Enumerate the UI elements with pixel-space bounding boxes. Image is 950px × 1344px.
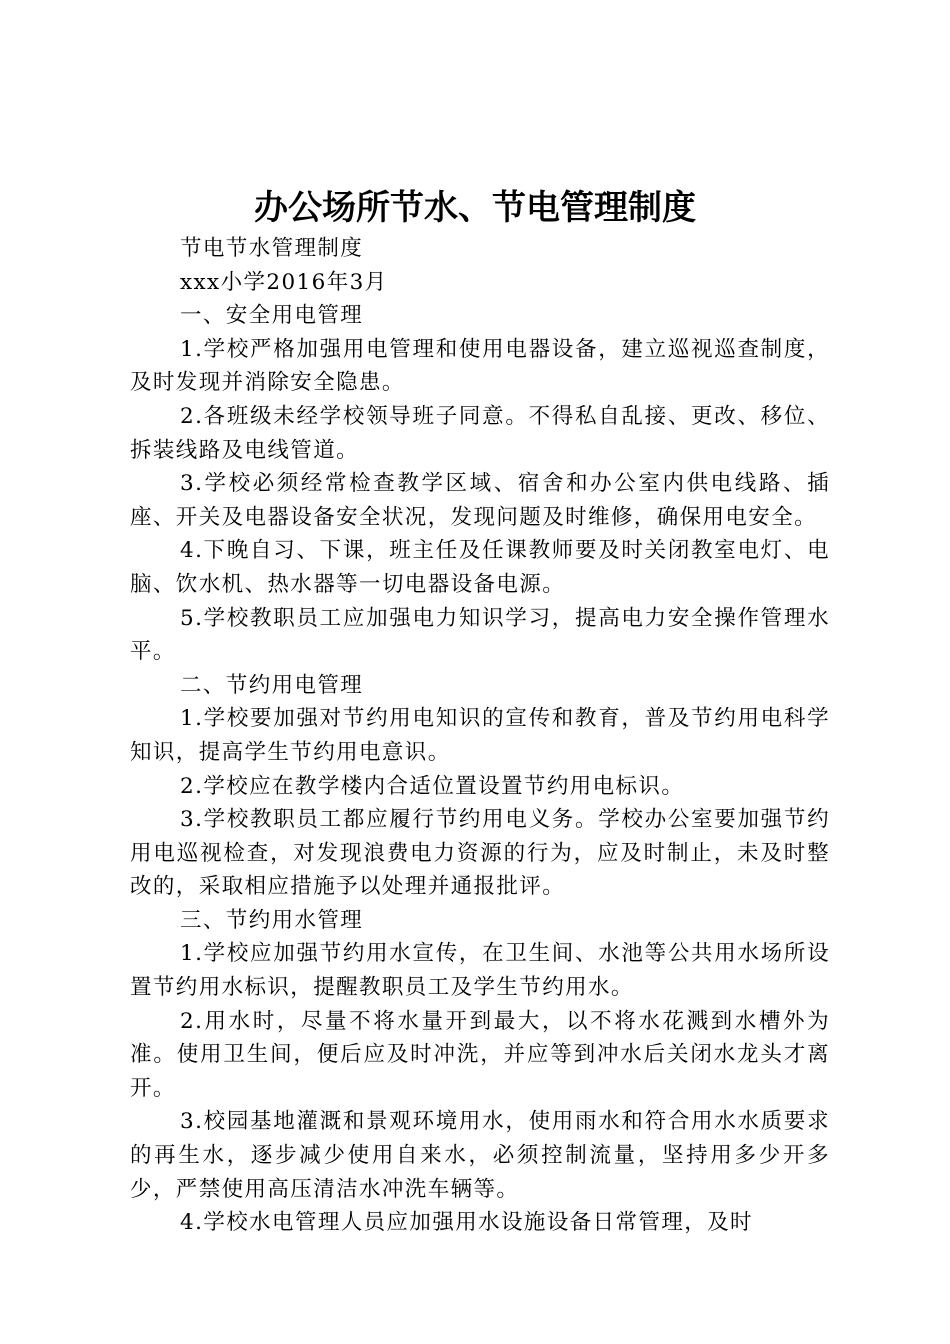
paragraph: 5.学校教职员工应加强电力知识学习，提高电力安全操作管理水平。 <box>130 605 830 665</box>
paragraph: 3.校园基地灌溉和景观环境用水，使用雨水和符合用水水质要求的再生水，逐步减少使用自来水，必须控制流量，坚持用多少开多少，严禁使用高压清洁水冲洗车辆等。 <box>130 1109 830 1202</box>
paragraph: 3.学校教职员工都应履行节约用电义务。学校办公室要加强节约用电巡视检查，对发现浪费电力资源的行为，应及时制止，未及时整改的，采取相应措施予以处理并通报批评。 <box>130 807 830 900</box>
paragraph: 2.用水时，尽量不将水量开到最大，以不将水花溅到水槽外为准。使用卫生间，便后应及时冲洗，并应等到冲水后关闭水龙头才离开。 <box>130 1008 830 1101</box>
section-heading-water: 三、节约用水管理 <box>180 907 364 933</box>
section-heading-electricity: 二、节约用电管理 <box>180 672 364 698</box>
document-body <box>130 232 830 1240</box>
paragraph: 2.各班级未经学校领导班子同意。不得私自乱接、更改、移位、拆装线路及电线管道。 <box>130 403 830 463</box>
paragraph: 3.学校必须经常检查教学区域、宿舍和办公室内供电线路、插座、开关及电器设备安全状况，发现问题及时维修，确保用电安全。 <box>130 471 830 530</box>
document-title: 办公场所节水、节电管理制度 <box>254 188 696 228</box>
section-heading-safety: 一、安全用电管理 <box>180 303 364 329</box>
paragraph: 1.学校要加强对节约用电知识的宣传和教育，普及节约用电科学知识，提高学生节约用电意识。 <box>130 706 830 765</box>
paragraph-subtitle: 节电节水管理制度 <box>180 236 364 261</box>
paragraph: 1.学校应加强节约用水宣传，在卫生间、水池等公共用水场所设置节约用水标识，提醒教职员工及学生节约用水。 <box>130 941 830 1001</box>
paragraph: 4.下晚自习、下课，班主任及任课教师要及时关闭教室电灯、电脑、饮水机、热水器等一切电器设备电源。 <box>130 538 830 597</box>
paragraph: 4.学校水电管理人员应加强用水设施设备日常管理，及时 <box>180 1210 753 1236</box>
paragraph-date: xxx小学2016年3月 <box>180 269 388 295</box>
paragraph: 1.学校严格加强用电管理和使用电器设备，建立巡视巡查制度，及时发现并消除安全隐患。 <box>130 336 830 396</box>
paragraph: 2.学校应在教学楼内合适位置设置节约用电标识。 <box>180 773 685 799</box>
